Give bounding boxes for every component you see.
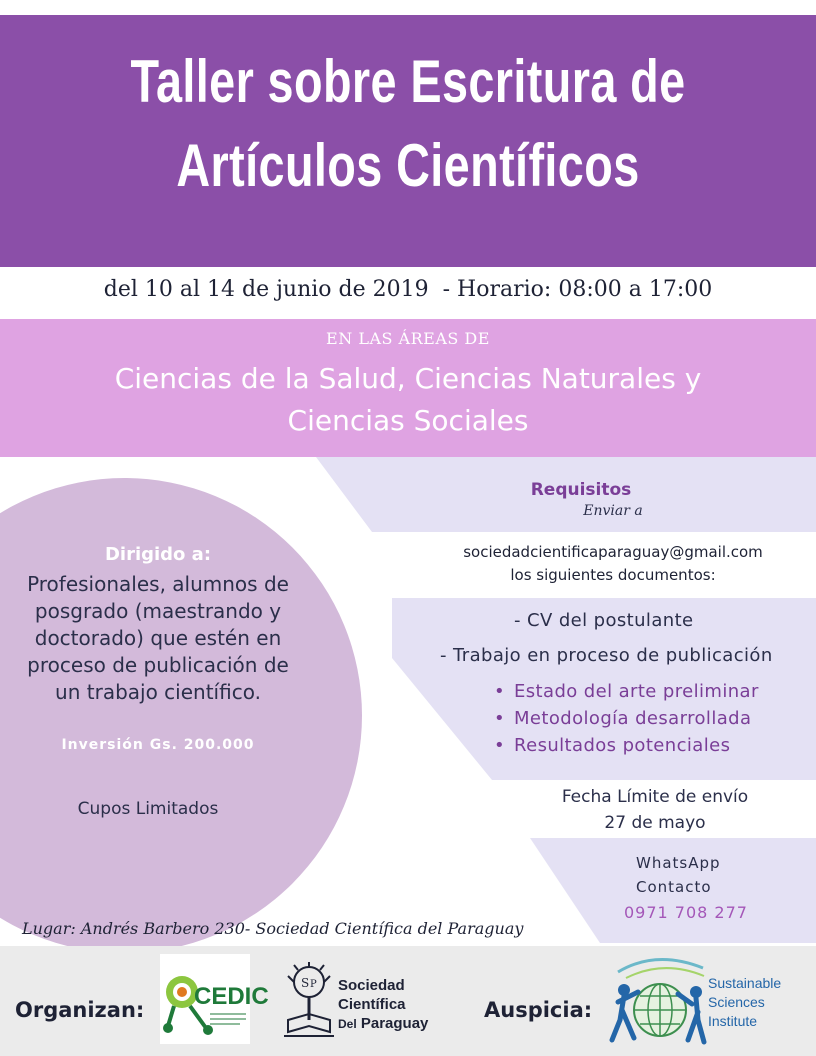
venue: Lugar: Andrés Barbero 230- Sociedad Científica del Paraguay bbox=[22, 919, 524, 938]
contact-label: Contacto bbox=[636, 878, 712, 896]
list-item: • Estado del arte preliminar bbox=[494, 678, 759, 705]
whatsapp-label: WhatsApp bbox=[636, 854, 721, 872]
audience-line: Profesionales, alumnos de bbox=[27, 572, 289, 596]
scp-line-1: Sociedad bbox=[338, 977, 405, 994]
scp-line-2: Científica bbox=[338, 996, 406, 1013]
requirements-title: Requisitos bbox=[530, 480, 632, 500]
sponsor-label: Auspicia: bbox=[484, 998, 593, 1022]
document-paper: - Trabajo en proceso de publicación bbox=[440, 645, 773, 666]
send-to-label: Enviar a bbox=[583, 503, 643, 519]
document-cv: - CV del postulante bbox=[514, 610, 694, 631]
deadline-date: 27 de mayo bbox=[604, 813, 706, 833]
ssi-line-2: Sciences bbox=[708, 994, 765, 1010]
title-line-2: Artículos Científicos bbox=[176, 132, 640, 199]
title-line-1: Taller sobre Escritura de bbox=[130, 48, 686, 115]
areas-text bbox=[40, 358, 776, 442]
scp-line-3-small: Del bbox=[338, 1017, 357, 1031]
audience-line: doctorado) que estén en bbox=[34, 626, 282, 650]
schedule-line bbox=[0, 272, 816, 308]
areas-line-1: Ciencias de la Salud, Ciencias Naturales y bbox=[114, 362, 702, 395]
cedic-logo-text: CEDIC bbox=[194, 983, 269, 1010]
svg-text:S: S bbox=[301, 976, 310, 990]
contact-email[interactable]: sociedadcientificaparaguay@gmail.com bbox=[463, 543, 763, 561]
areas-line-2: Ciencias Sociales bbox=[287, 404, 529, 437]
page-title bbox=[90, 40, 726, 208]
limited-seats: Cupos Limitados bbox=[77, 799, 219, 819]
paper-sections-list bbox=[494, 678, 759, 759]
ssi-line-3: Institute bbox=[708, 1013, 758, 1029]
scp-line-3-main: Paraguay bbox=[360, 1015, 429, 1032]
audience-line: un trabajo científico. bbox=[55, 680, 261, 704]
cedic-logo-icon bbox=[160, 954, 269, 1044]
investment-price: Inversión Gs. 200.000 bbox=[61, 737, 255, 753]
areas-label: EN LAS ÁREAS DE bbox=[326, 329, 490, 348]
audience-title: Dirigido a: bbox=[104, 544, 212, 565]
audience-line: proceso de publicación de bbox=[27, 653, 289, 677]
list-item: • Metodología desarrollada bbox=[494, 705, 759, 732]
audience-description bbox=[0, 571, 316, 706]
audience-line: posgrado (maestrando y bbox=[34, 599, 282, 623]
deadline-label: Fecha Límite de envío bbox=[561, 787, 749, 807]
svg-text:P: P bbox=[310, 979, 317, 990]
schedule-dates: del 10 al 14 de junio de 2019 bbox=[103, 277, 429, 302]
scp-logo-name bbox=[338, 976, 428, 1034]
ssi-line-1: Sustainable bbox=[708, 975, 782, 991]
organizers-label: Organizan: bbox=[15, 998, 145, 1022]
ssi-logo-name bbox=[708, 974, 781, 1031]
list-item: • Resultados potenciales bbox=[494, 732, 759, 759]
scp-line-3 bbox=[338, 1014, 428, 1034]
schedule-hours: - Horario: 08:00 a 17:00 bbox=[442, 277, 713, 302]
documents-intro: los siguientes documentos: bbox=[510, 566, 716, 584]
phone-number[interactable]: 0971 708 277 bbox=[624, 903, 748, 922]
